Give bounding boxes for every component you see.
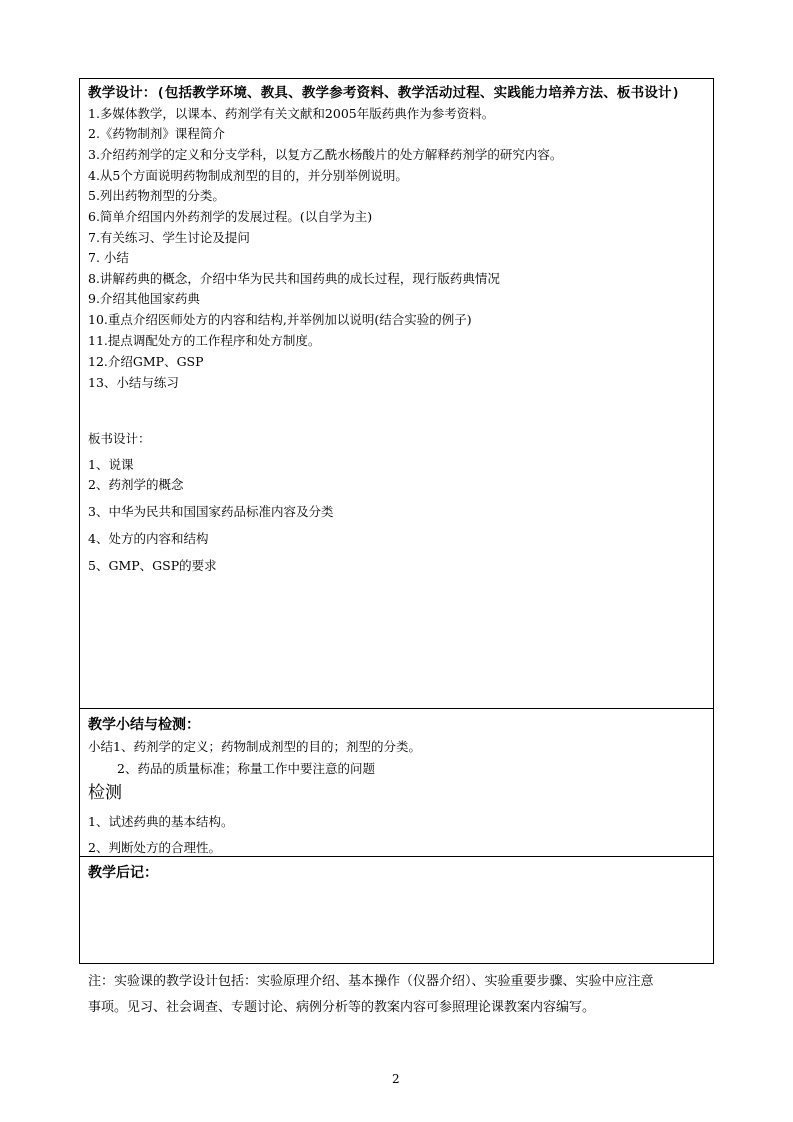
design-step-6: 6.简单介绍国内外药剂学的发展过程。(以自学为主) bbox=[88, 209, 373, 224]
design-step-9: 9.介绍其他国家药典 bbox=[88, 291, 200, 306]
design-step-8: 8.讲解药典的概念，介绍中华为民共和国药典的成长过程，现行版药典情况 bbox=[88, 271, 500, 286]
design-step-10: 10.重点介绍医师处方的内容和结构,并举例加以说明(结合实验的例子) bbox=[88, 312, 472, 327]
note-line-2: 事项。见习、社会调查、专题讨论、病例分析等的教案内容可参照理论课教案内容编写。 bbox=[88, 1000, 596, 1015]
note-line-1: 注：实验课的教学设计包括：实验原理介绍、基本操作（仪器介绍）、实验重要步骤、实验中应注意 bbox=[88, 974, 654, 989]
page-number: 2 bbox=[392, 1072, 400, 1086]
board-item-2: 2、药剂学的概念 bbox=[88, 477, 184, 492]
design-step-5: 5.列出药物剂型的分类。 bbox=[88, 188, 225, 203]
postscript-heading: 教学后记： bbox=[88, 865, 158, 881]
design-step-2: 2.《药物制剂》课程简介 bbox=[88, 126, 225, 141]
teaching-design-cell bbox=[80, 79, 713, 709]
summary-line-2: 2、药品的质量标准；称量工作中要注意的问题 bbox=[117, 761, 375, 776]
design-step-7: 7.有关练习、学生讨论及提问 bbox=[88, 230, 250, 245]
lesson-plan-table bbox=[79, 78, 714, 964]
test-item-2: 2、判断处方的合理性。 bbox=[88, 840, 221, 855]
design-step-13: 13、小结与练习 bbox=[88, 375, 179, 390]
teaching-design-heading: 教学设计：(包括教学环境、教具、教学参考资料、教学活动过程、实践能力培养方法、板书设计) bbox=[88, 85, 681, 101]
board-design-title: 板书设计： bbox=[88, 431, 151, 446]
design-step-11: 11.提点调配处方的工作程序和处方制度。 bbox=[88, 333, 321, 348]
test-item-1: 1、试述药典的基本结构。 bbox=[88, 814, 234, 829]
design-step-4: 4.从5个方面说明药物制成剂型的目的，并分别举例说明。 bbox=[88, 168, 408, 183]
test-title: 检测 bbox=[88, 783, 122, 803]
design-step-1: 1.多媒体教学，以课本、药剂学有关文献和2005年版药典作为参考资料。 bbox=[88, 106, 495, 121]
postscript-cell bbox=[80, 857, 713, 965]
board-item-4: 4、处方的内容和结构 bbox=[88, 531, 209, 546]
board-item-3: 3、中华为民共和国国家药品标准内容及分类 bbox=[88, 504, 334, 519]
design-step-12: 12.介绍GMP、GSP bbox=[88, 354, 204, 369]
summary-line-1: 小结1、药剂学的定义；药物制成剂型的目的；剂型的分类。 bbox=[88, 739, 421, 754]
summary-heading: 教学小结与检测： bbox=[88, 717, 200, 733]
design-step-3: 3.介绍药剂学的定义和分支学科，以复方乙酰水杨酸片的处方解释药剂学的研究内容。 bbox=[88, 147, 563, 162]
design-step-7b: 7. 小结 bbox=[88, 250, 129, 265]
board-item-5: 5、GMP、GSP的要求 bbox=[88, 558, 217, 573]
board-item-1: 1、说课 bbox=[88, 457, 134, 472]
summary-test-cell bbox=[80, 709, 713, 857]
